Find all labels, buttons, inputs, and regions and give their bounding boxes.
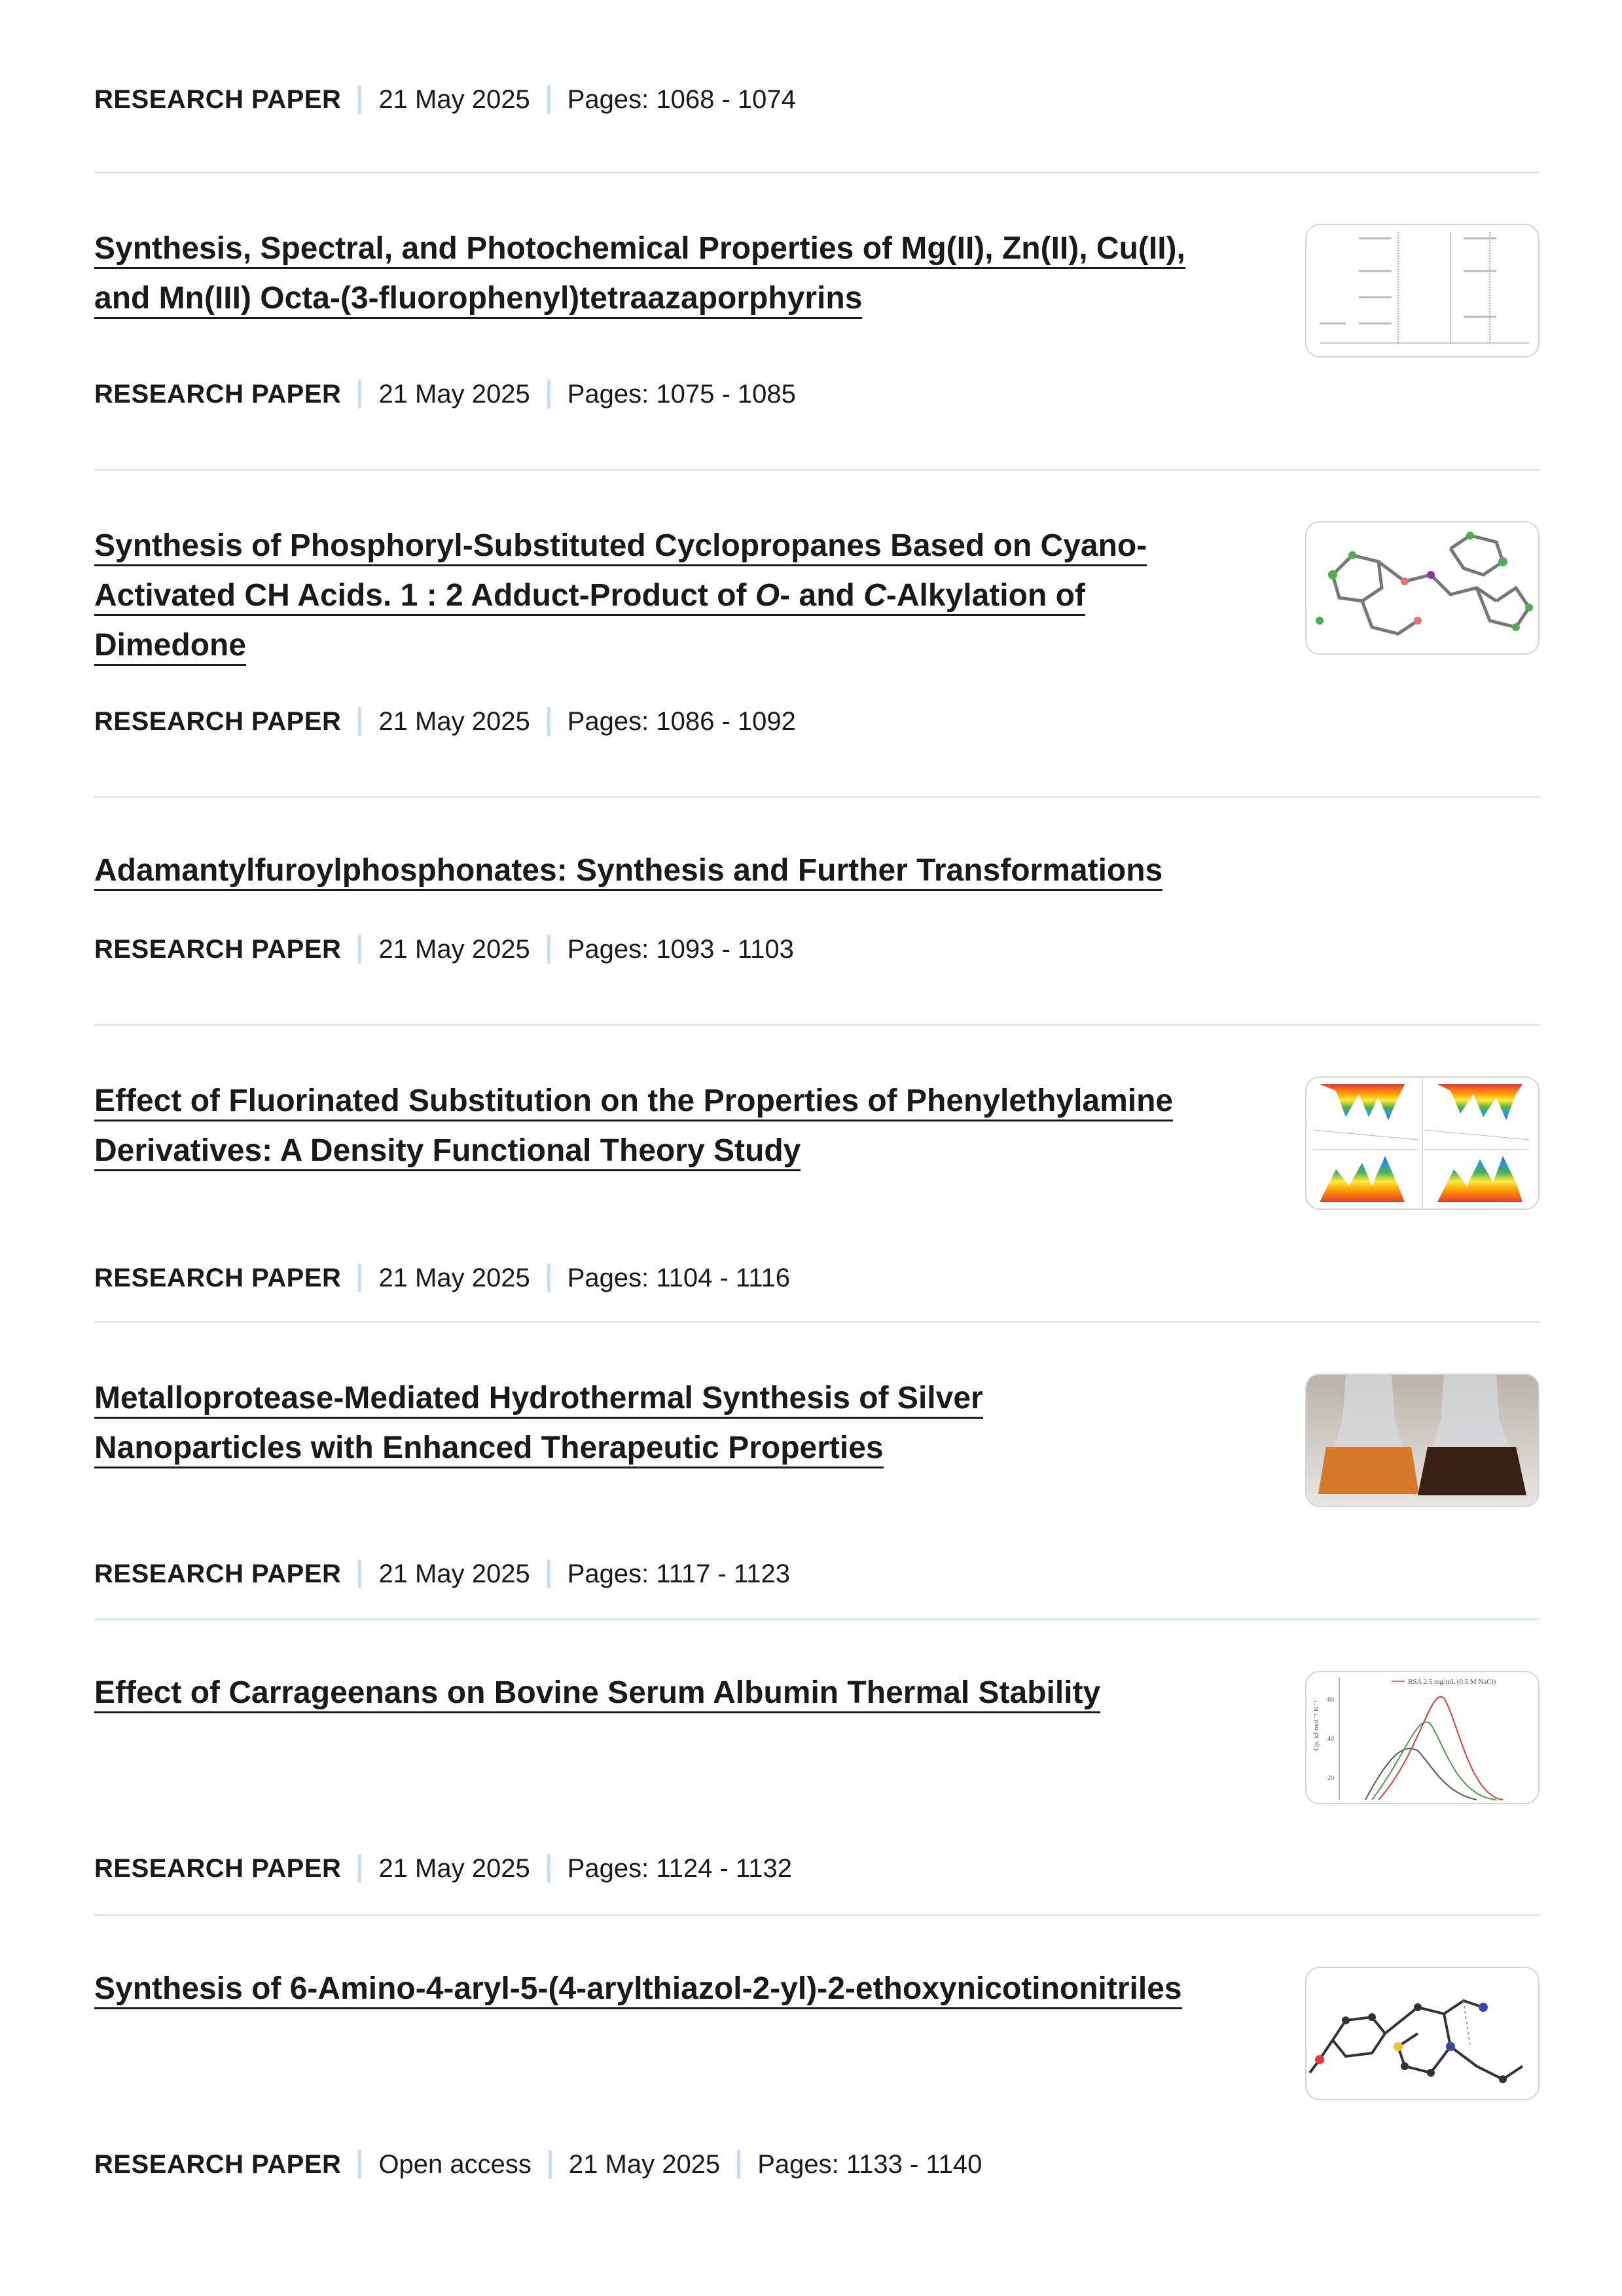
article-type: RESEARCH PAPER	[94, 1559, 342, 1588]
meta-separator	[358, 85, 361, 114]
article-divider	[94, 172, 1540, 173]
article-divider	[94, 796, 1540, 798]
spectra-graphic	[1307, 225, 1538, 356]
crystal-structure-graphic	[1307, 1968, 1538, 2099]
article-title-link[interactable]: Synthesis of 6-Amino-4-aryl-5-(4-arylthiazol-2-yl)-2-ethoxynicotinonitriles	[94, 1971, 1182, 2009]
article-divider	[94, 1618, 1540, 1620]
chart-ylabel: Cp, kJ mol⁻¹ K⁻¹	[1312, 1700, 1320, 1751]
article-divider	[94, 1914, 1540, 1916]
article-date: 21 May 2025	[378, 1264, 530, 1292]
article-title	[94, 1964, 1182, 2014]
meta-separator	[358, 1559, 361, 1588]
meta-separator	[547, 380, 550, 409]
tick-label: 60	[1327, 1696, 1334, 1704]
article-meta	[94, 1853, 792, 1884]
article-type: RESEARCH PAPER	[94, 2150, 342, 2179]
article-date: 21 May 2025	[378, 1559, 530, 1588]
article-type: RESEARCH PAPER	[94, 935, 342, 964]
meta-separator	[547, 85, 550, 114]
article-title	[94, 224, 1185, 323]
article-title-link[interactable]: Effect of Carrageenans on Bovine Serum Albumin Thermal Stability	[94, 1675, 1100, 1713]
article-title	[94, 1668, 1100, 1718]
article-title-link[interactable]: Derivatives: A Density Functional Theory Study	[94, 1133, 801, 1171]
article-date: 21 May 2025	[378, 707, 530, 736]
meta-separator	[358, 2150, 361, 2179]
article-pages: Pages: 1133 - 1140	[757, 2150, 982, 2179]
article-thumbnail[interactable]	[1305, 1671, 1540, 1804]
article-meta	[94, 378, 796, 410]
chart-legend: BSA 2.5 mg/mL (0.5 M NaCl)	[1408, 1678, 1496, 1686]
article-date: 21 May 2025	[378, 380, 530, 409]
article-meta	[94, 84, 796, 115]
flask-photo	[1307, 1375, 1538, 1506]
meta-separator	[358, 707, 361, 736]
meta-separator	[358, 935, 361, 964]
article-meta	[94, 2149, 982, 2180]
article-date: 21 May 2025	[378, 85, 530, 114]
article-type: RESEARCH PAPER	[94, 707, 342, 736]
article-title-link[interactable]: and Mn(III) Octa-(3-fluorophenyl)tetraazaporphyrins	[94, 281, 862, 319]
article-title-link[interactable]: Effect of Fluorinated Substitution on the Properties of Phenylethylamine	[94, 1084, 1173, 1121]
article-title	[94, 1076, 1173, 1176]
tick-label: 40	[1327, 1736, 1334, 1743]
article-title-link[interactable]: Synthesis, Spectral, and Photochemical Properties of Mg(II), Zn(II), Cu(II),	[94, 231, 1185, 269]
molecule-structure-graphic	[1307, 522, 1538, 653]
article-type: RESEARCH PAPER	[94, 85, 342, 114]
article-date: 21 May 2025	[568, 2150, 721, 2179]
article-meta	[94, 934, 794, 965]
article-title-link[interactable]: Nanoparticles with Enhanced Therapeutic Properties	[94, 1430, 884, 1468]
tick-label: 20	[1327, 1775, 1334, 1782]
meta-separator	[547, 1854, 550, 1883]
article-divider	[94, 1024, 1540, 1026]
article-meta	[94, 706, 796, 737]
meta-separator	[358, 1264, 361, 1292]
article-pages: Pages: 1075 - 1085	[567, 380, 796, 409]
meta-separator	[547, 1264, 550, 1292]
article-title-link[interactable]: Dimedone	[94, 628, 246, 666]
article-date: 21 May 2025	[378, 1854, 530, 1883]
article-pages: Pages: 1104 - 1116	[567, 1264, 790, 1292]
article-divider	[94, 469, 1540, 471]
article-thumbnail[interactable]	[1305, 1374, 1540, 1507]
article-pages: Pages: 1124 - 1132	[567, 1854, 792, 1883]
article-divider	[94, 1321, 1540, 1323]
article-pages: Pages: 1117 - 1123	[567, 1559, 790, 1588]
article-thumbnail[interactable]	[1305, 224, 1540, 357]
article-pages: Pages: 1086 - 1092	[567, 707, 796, 736]
potential-surface-graphic	[1307, 1078, 1538, 1209]
article-thumbnail[interactable]	[1305, 521, 1540, 655]
article-pages: Pages: 1068 - 1074	[567, 85, 796, 114]
article-title-link[interactable]: Synthesis of Phosphoryl-Substituted Cyclopropanes Based on Cyano-	[94, 528, 1147, 566]
article-title	[94, 1374, 983, 1473]
article-title-link[interactable]: Adamantylfuroylphosphonates: Synthesis and Further Transformations	[94, 853, 1162, 891]
meta-separator	[737, 2150, 740, 2179]
meta-separator	[358, 1854, 361, 1883]
meta-separator	[547, 935, 550, 964]
meta-separator	[547, 1559, 550, 1588]
article-date: 21 May 2025	[378, 935, 530, 964]
article-type: RESEARCH PAPER	[94, 1854, 342, 1883]
article-thumbnail[interactable]	[1305, 1076, 1540, 1210]
access-badge: Open access	[378, 2150, 532, 2179]
article-meta	[94, 1558, 790, 1590]
meta-separator	[358, 380, 361, 409]
article-thumbnail[interactable]	[1305, 1967, 1540, 2100]
article-title-link[interactable]: Metalloprotease-Mediated Hydrothermal Synthesis of Silver	[94, 1381, 983, 1419]
article-title	[94, 846, 1162, 896]
meta-separator	[547, 707, 550, 736]
article-type: RESEARCH PAPER	[94, 380, 342, 409]
article-type: RESEARCH PAPER	[94, 1264, 342, 1292]
article-title	[94, 521, 1147, 670]
meta-separator	[549, 2150, 552, 2179]
article-meta	[94, 1262, 790, 1294]
dsc-curve-graphic	[1307, 1672, 1538, 1803]
article-pages: Pages: 1093 - 1103	[567, 935, 794, 964]
article-title-link[interactable]: Activated CH Acids. 1 : 2 Adduct-Product of O- and C-Alkylation of	[94, 578, 1085, 616]
